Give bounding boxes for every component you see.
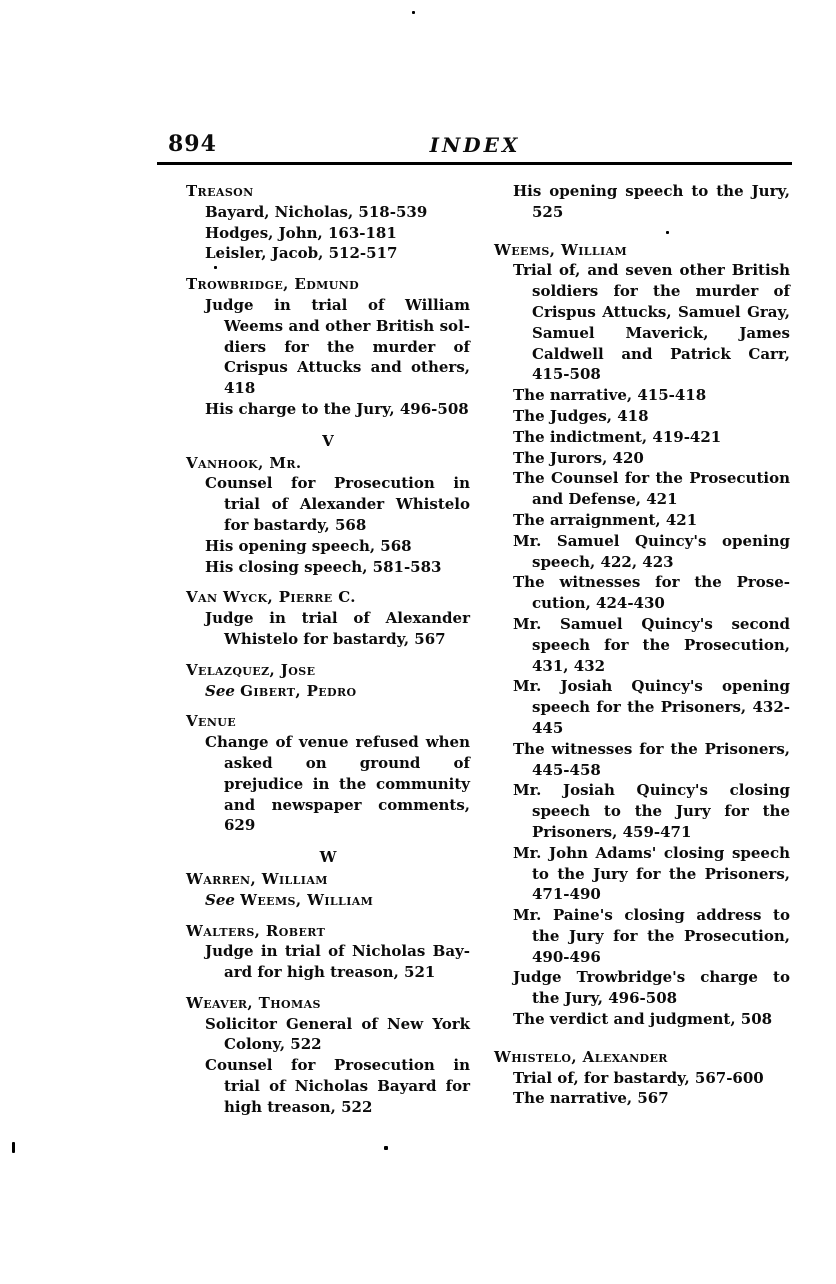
see-reference-label: See [205, 681, 241, 700]
header-rule [157, 162, 792, 165]
entry-item: His opening speech, 568 [205, 536, 412, 555]
scan-mark [12, 1142, 15, 1153]
index-entry-continuation [494, 181, 790, 223]
entry-item: Counsel for Prosecution in trial of Nicholas Bayard for high treason, 522 [205, 1056, 470, 1116]
index-entry [186, 711, 470, 836]
index-column-right [494, 181, 790, 1128]
entry-item: The narrative, 415-418 [513, 386, 707, 405]
entry-item: Mr. Samuel Quincy's opening speech, 422, 423 [513, 531, 790, 571]
entry-headword: Van Wyck, Pierre C. [186, 588, 356, 607]
entry-item: Hodges, John, 163-181 [205, 223, 397, 242]
entry-item: Bayard, Nicholas, 518-539 [205, 202, 428, 221]
entry-item: Trial of, for bastardy, 567-600 [513, 1068, 764, 1087]
entry-item: The witnesses for the Prosecution, 424-430 [513, 573, 790, 613]
index-entry [494, 1047, 790, 1109]
entry-headword: Walters, Robert [186, 921, 326, 940]
scan-speck [214, 266, 217, 269]
index-entry [186, 993, 470, 1118]
entry-item: Change of venue refused when asked on ground of prejudice in the community and newspaper comments, 629 [205, 733, 470, 835]
scan-speck [666, 231, 669, 234]
entry-headword: Treason [186, 182, 254, 200]
see-reference-target: Weems, William [240, 890, 374, 909]
entry-item: Mr. Josiah Quincy's opening speech for the Prisoners, 432-445 [513, 677, 790, 737]
entry-item: Mr. Paine's closing address to the Jury for the Prosecution, 490-496 [513, 906, 790, 966]
index-columns [186, 181, 790, 1128]
entry-item: The Judges, 418 [513, 406, 649, 425]
entry-item: The Counsel for the Prosecution and Defense, 421 [513, 469, 790, 509]
section-letter-v: V [322, 431, 334, 450]
index-column-left [186, 181, 470, 1128]
entry-headword: Trowbridge, Edmund [186, 275, 360, 294]
entry-headword: Vanhook, Mr. [186, 453, 302, 472]
entry-item: The Jurors, 420 [513, 448, 644, 467]
entry-item: Trial of, and seven other British soldiers for the murder of Crispus Attucks, Samuel Gray, Samuel Maverick, James Caldwell and Patrick Carr, 415-508 [513, 261, 790, 384]
index-entry [186, 181, 470, 264]
entry-item: The witnesses for the Prisoners, 445-458 [513, 739, 790, 779]
entry-item: The verdict and judgment, 508 [513, 1010, 773, 1029]
index-entry [186, 660, 470, 702]
scan-speck [384, 1146, 388, 1150]
entry-item: The arraignment, 421 [513, 510, 698, 529]
entry-item: His opening speech to the Jury, 525 [513, 182, 790, 221]
see-reference-label: See [205, 890, 241, 909]
index-entry [186, 587, 470, 649]
entry-item: Leisler, Jacob, 512-517 [205, 244, 398, 263]
page-title: INDEX [429, 133, 521, 157]
entry-item [205, 890, 470, 911]
index-entry [186, 869, 470, 911]
section-letter-w: W [319, 848, 337, 867]
scan-speck [412, 11, 415, 14]
entry-headword: Venue [186, 712, 237, 731]
page-number: 894 [168, 131, 217, 157]
index-entry [186, 453, 470, 578]
entry-headword: Warren, William [186, 869, 328, 888]
entry-item: Judge in trial of Alexander Whistelo for bastardy, 567 [205, 609, 470, 648]
entry-item: The indictment, 419-421 [513, 427, 722, 446]
index-entry [494, 240, 790, 1030]
entry-item: Judge in trial of Nicholas Bayard for high treason, 521 [205, 942, 470, 982]
entry-item [205, 681, 470, 702]
entry-item: The narrative, 567 [513, 1089, 669, 1108]
entry-headword: Weaver, Thomas [186, 993, 321, 1012]
entry-item: Solicitor General of New York Colony, 522 [205, 1014, 470, 1054]
entry-item: His closing speech, 581-583 [205, 557, 442, 576]
entry-item: Judge in trial of William Weems and other British soldiers for the murder of Crispus Attucks and others, 418 [205, 295, 470, 398]
entry-item: His charge to the Jury, 496-508 [205, 399, 469, 418]
index-entry [186, 921, 470, 983]
entry-item: Mr. John Adams' closing speech to the Jury for the Prisoners, 471-490 [513, 843, 790, 904]
entry-item: Mr. Josiah Quincy's closing speech to the Jury for the Prisoners, 459-471 [513, 781, 790, 841]
entry-item: Mr. Samuel Quincy's second speech for the Prosecution, 431, 432 [513, 614, 790, 675]
see-reference-target: Gibert, Pedro [240, 681, 357, 700]
index-entry [186, 274, 470, 420]
entry-headword: Weems, William [494, 240, 628, 259]
entry-headword: Whistelo, Alexander [494, 1047, 668, 1066]
entry-headword: Velazquez, Jose [186, 660, 316, 679]
entry-item: Counsel for Prosecution in trial of Alexander Whistelo for bastardy, 568 [205, 474, 470, 534]
entry-item: Judge Trowbridge's charge to the Jury, 496-508 [513, 968, 790, 1008]
